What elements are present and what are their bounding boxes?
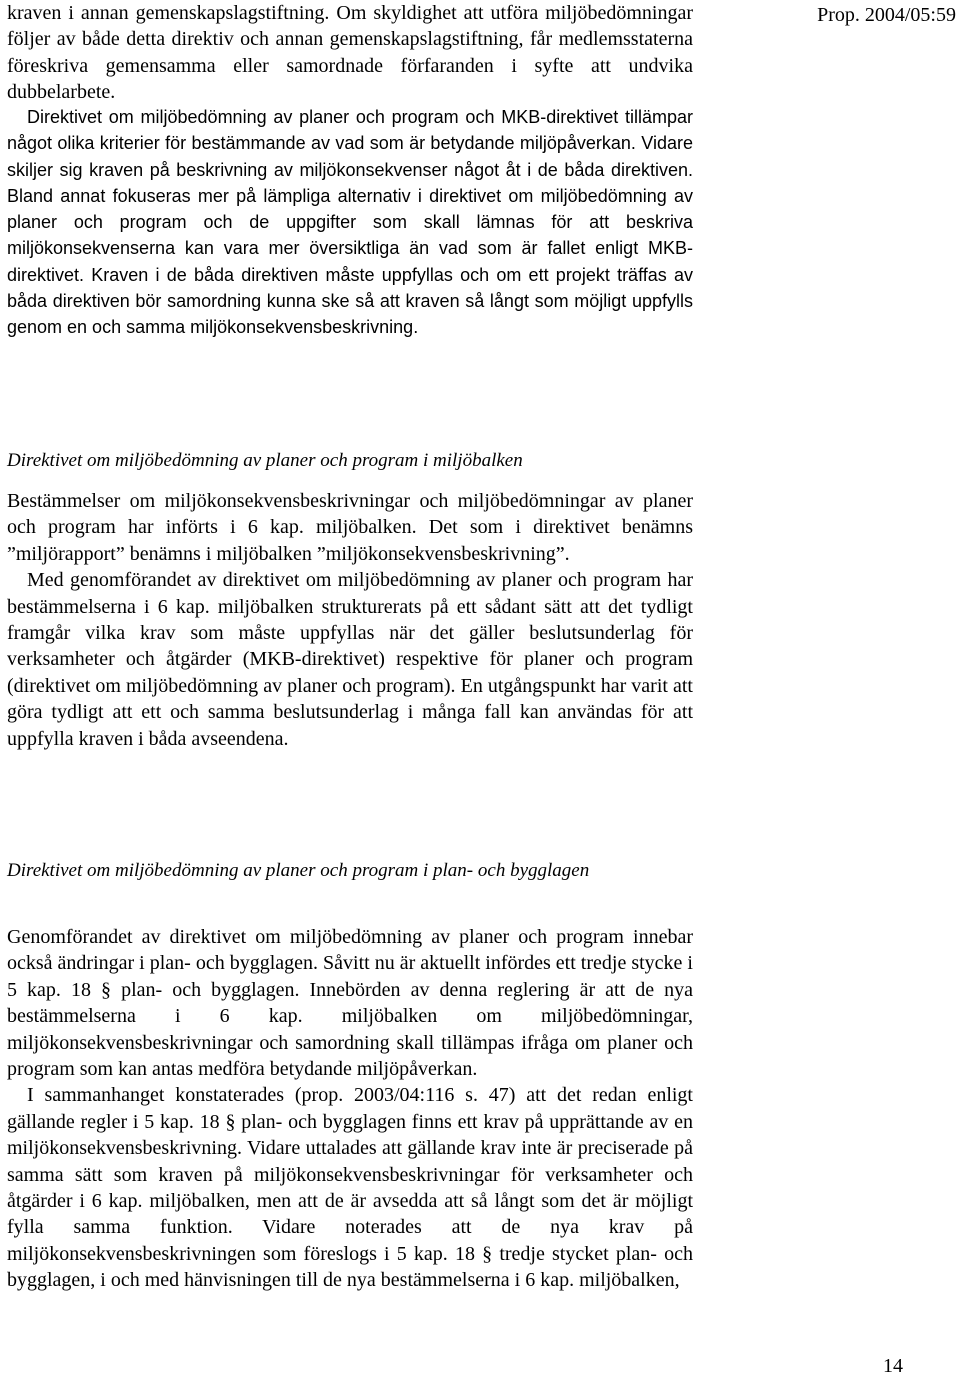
section-heading-pbl: Direktivet om miljöbedömning av planer och program i plan- och bygglagen	[7, 860, 590, 881]
paragraph-pbl-2: I sammanhanget konstaterades (prop. 2003/04:116 s. 47) att det redan enligt gällande regler i 5 kap. 18 § plan- och bygglagen finns ett krav på upprättande av en miljökonsekvensbeskrivning. Vidare uttalades att gällande krav inte är preciserade på samma sätt som kraven på miljökonsekvensbeskrivningar för verksamheter och åtgärder i 6 kap. miljöbalken, men att de är avsedda att så långt som det är möjligt fylla samma funktion. Vidare noterades att de nya krav på miljökonsekvensbeskrivningen som föreslogs i 5 kap. 18 § tredje stycket plan- och bygglagen, i och med hänvisningen till de nya bestämmelserna i 6 kap. miljöbalken,	[7, 1084, 693, 1292]
paragraph-miljobalken-1: Bestämmelser om miljökonsekvensbeskrivningar och miljöbedömningar av planer och program har införts i 6 kap. miljöbalken. Det som i direktivet benämns ”miljörapport” benämns i miljöbalken ”miljökonsekvensbeskrivning”.	[7, 490, 693, 565]
document-reference: Prop. 2004/05:59	[817, 4, 956, 26]
section-body-pbl	[7, 924, 693, 1294]
section-body-miljobalken	[7, 488, 693, 752]
section-heading-miljobalken: Direktivet om miljöbedömning av planer och program i miljöbalken	[7, 450, 523, 471]
paragraph-miljobalken-2: Med genomförandet av direktivet om miljöbedömning av planer och program har bestämmelserna i 6 kap. miljöbalken strukturerats på ett sådant sätt att det tydligt framgår vilka krav som måste uppfyllas när det gäller beslutsunderlag för verksamheter och åtgärder (MKB-direktivet) respektive för planer och program (direktivet om miljöbedömning av planer och program). En utgångspunkt har varit att göra tydligt att ett och samma beslutsunderlag i många fall kan användas för att uppfylla kraven i båda avseendena.	[7, 569, 693, 750]
continuation-paragraph: kraven i annan gemenskapslagstiftning. Om skyldighet att utföra miljöbedömningar följer av både detta direktiv och annan gemenskapslagstiftning, får medlemsstaterna föreskriva gemensamma eller samordnade förfaranden i syfte att undvika dubbelarbete.	[7, 2, 693, 104]
paragraph-pbl-1: Genomförandet av direktivet om miljöbedömning av planer och program innebar också ändringar i plan- och bygglagen. Såvitt nu är aktuellt infördes ett tredje stycke i 5 kap. 18 § plan- och bygglagen. Innebörden av denna reglering är att de nya bestämmelserna i 6 kap. miljöbalken om miljöbedömningar, miljökonsekvensbeskrivningar och samordning skall tillämpas ifråga om planer och program som kan antas medföra betydande miljöpåverkan.	[7, 926, 693, 1081]
mkb-comparison-paragraph: Direktivet om miljöbedömning av planer och program och MKB-direktivet tillämpar något olika kriterier för bestämmande av vad som är betydande miljöpåverkan. Vidare skiljer sig kraven på beskrivning av miljökonsekvenser något åt i de båda direktiven. Bland annat fokuseras mer på lämpliga alternativ i direktivet om miljöbedömning av planer och program och de uppgifter som skall lämnas för att beskriva miljökonsekvenserna kan vara mer översiktliga än vad som är fallet enligt MKB-direktivet. Kraven i de båda direktiven måste uppfyllas och om ett projekt träffas av båda direktiven bör samordning kunna ske så att kraven så långt som möjligt uppfylls genom en och samma miljökonsekvensbeskrivning.	[7, 107, 693, 338]
page-number: 14	[883, 1355, 903, 1377]
